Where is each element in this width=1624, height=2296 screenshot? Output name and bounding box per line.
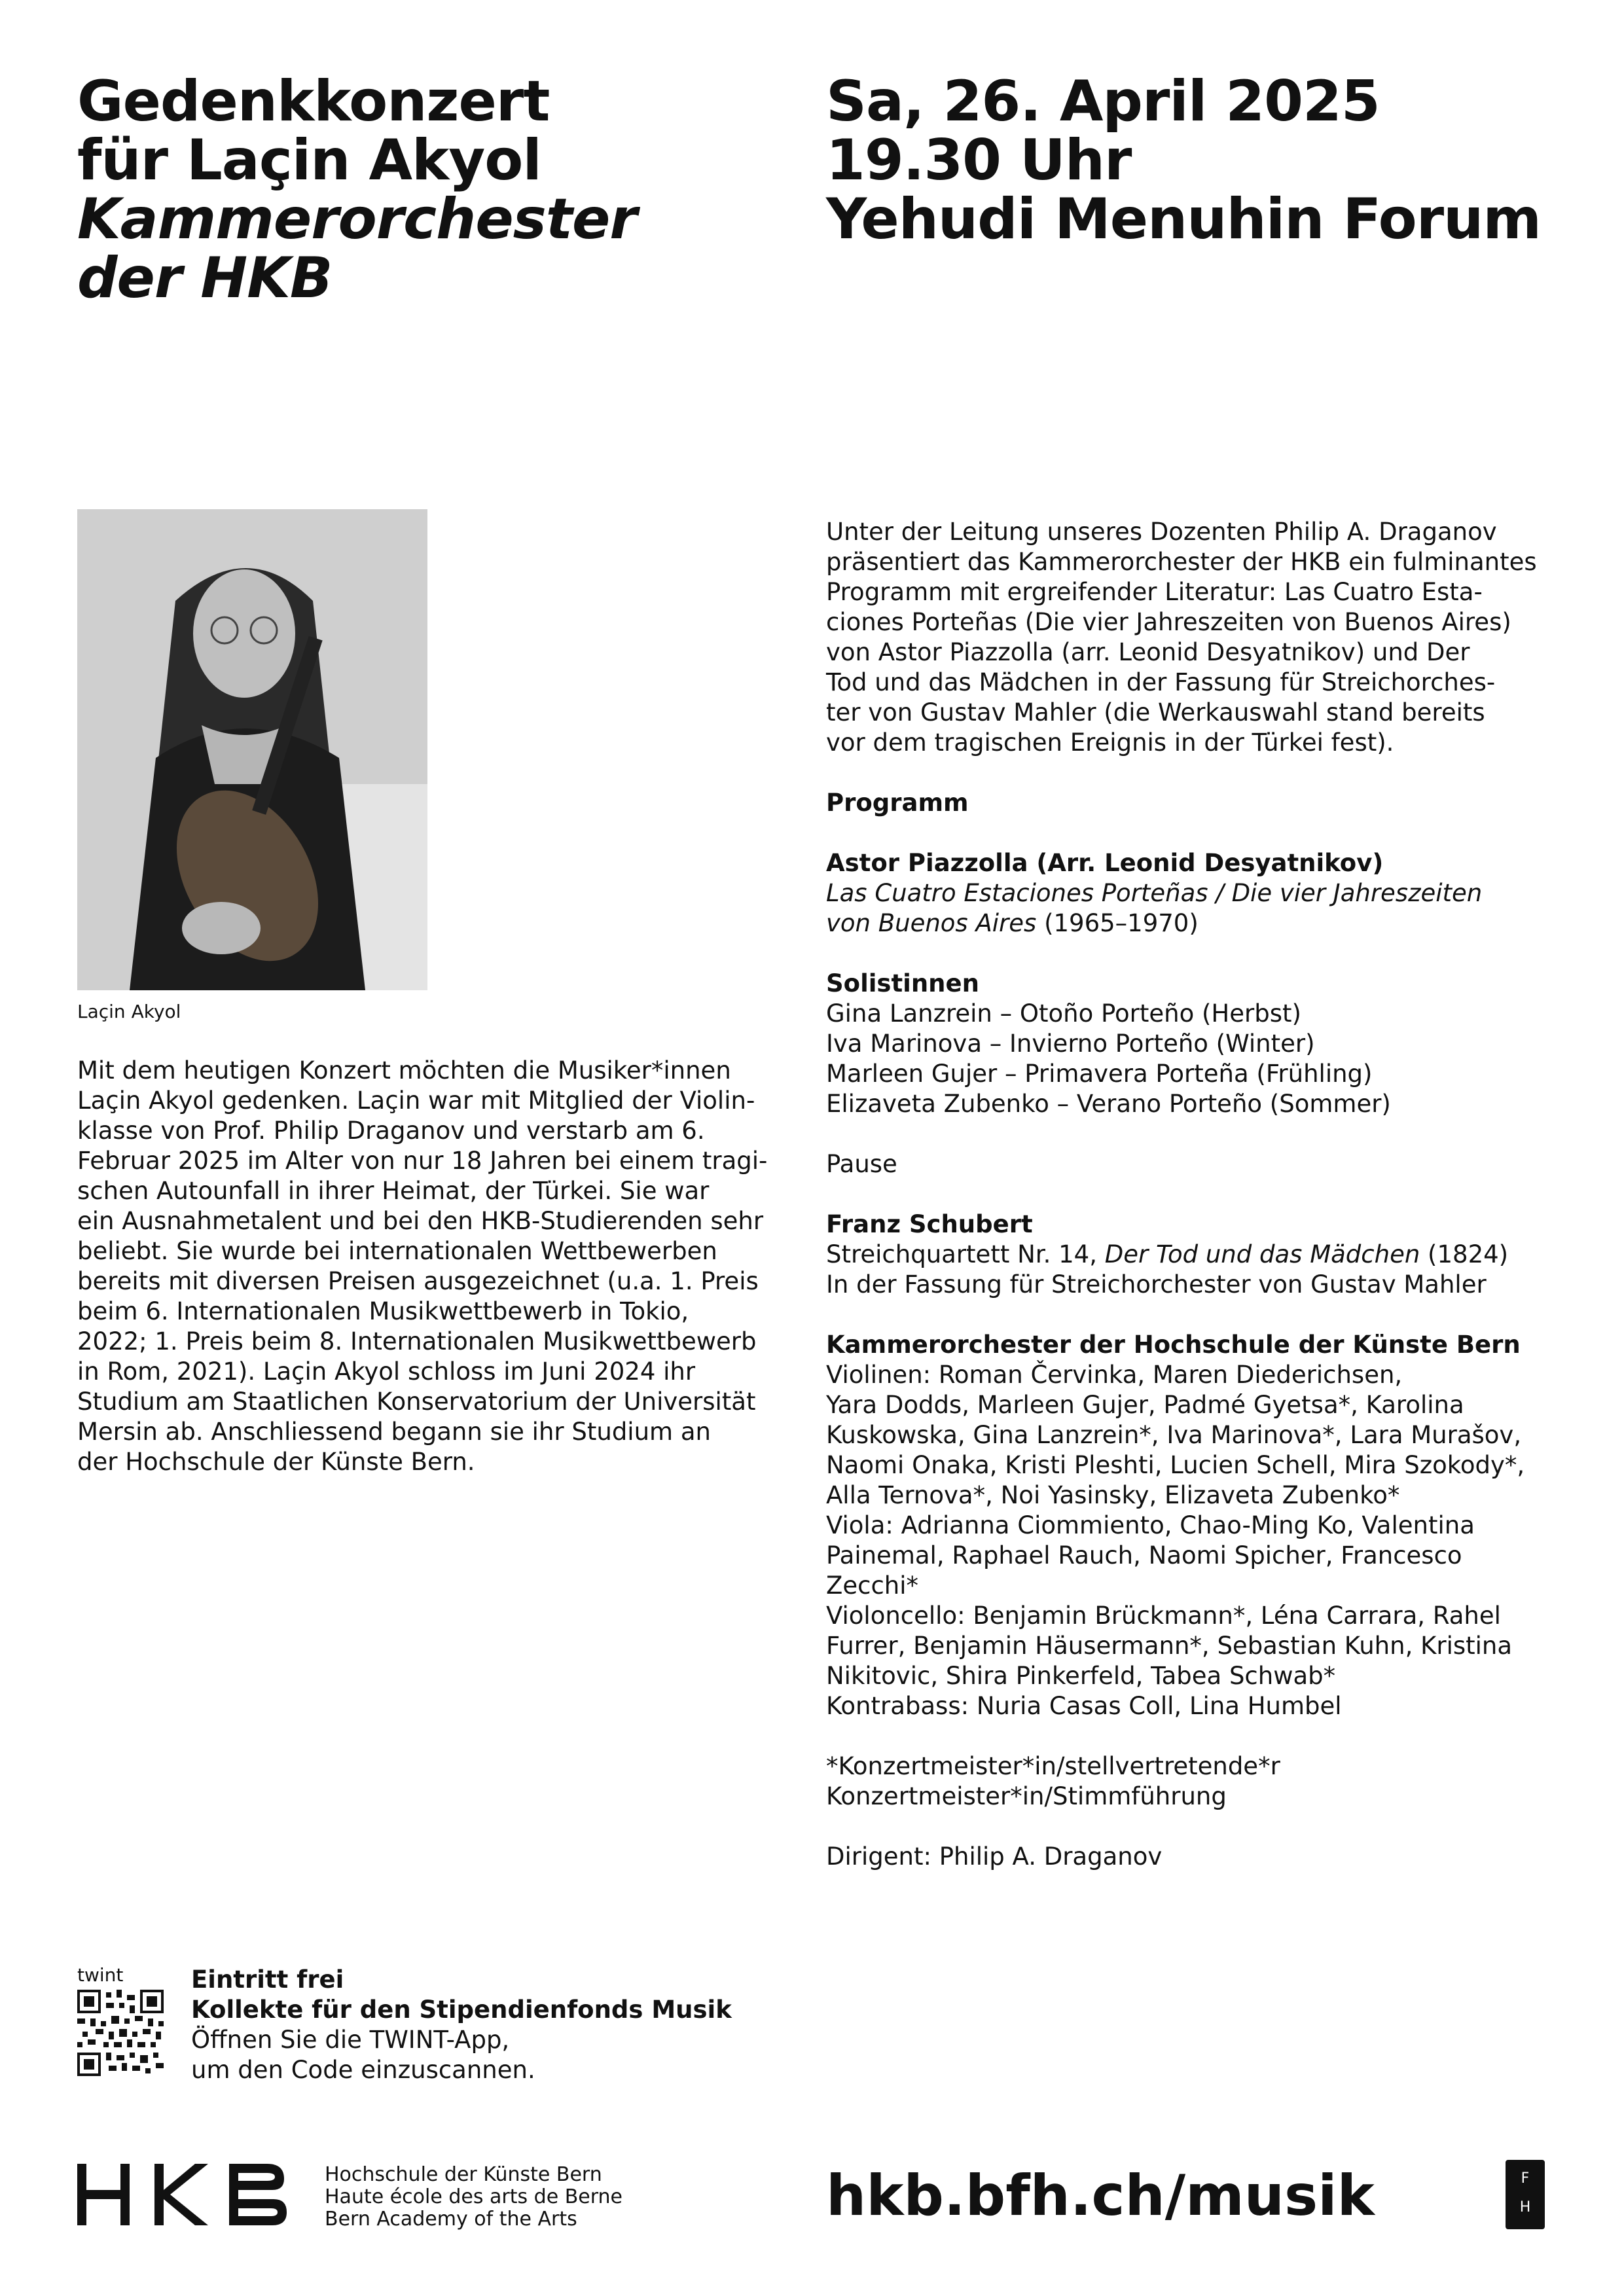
pause-label: Pause — [826, 1150, 897, 1178]
event-date-venue — [826, 69, 1541, 252]
bio-line: bereits mit diversen Preisen ausgezeichnet (u.a. 1. Preis — [77, 1267, 759, 1295]
soloist-line: Marleen Gujer – Primavera Porteña (Frühling) — [826, 1060, 1373, 1088]
collection-fund: Kollekte für den Stipendienfonds Musik — [191, 1996, 732, 2024]
bio-line: Februar 2025 im Alter von nur 18 Jahren bei einem tragi- — [77, 1147, 768, 1175]
photo-caption: Laçin Akyol — [77, 1001, 181, 1022]
twint-qr-code[interactable] — [77, 1990, 164, 2076]
footnote-line: Konzertmeister*in/Stimmführung — [826, 1782, 1227, 1810]
program-heading: Programm — [826, 789, 969, 817]
event-time: 19.30 Uhr — [826, 128, 1132, 193]
intro-line: Tod und das Mädchen in der Fassung für Streichorches- — [826, 668, 1496, 696]
school-name-fr: Haute école des arts de Berne — [325, 2185, 623, 2208]
school-name-en: Bern Academy of the Arts — [325, 2208, 577, 2231]
bio-line: klasse von Prof. Philip Draganov und verstarb am 6. — [77, 1117, 705, 1145]
soloist-line: Iva Marinova – Invierno Porteño (Winter) — [826, 1030, 1315, 1058]
bfh-logo[interactable] — [1506, 2160, 1545, 2229]
bio-line: Mersin ab. Anschliessend begann sie ihr Studium an — [77, 1418, 711, 1446]
bio-line: beim 6. Internationalen Musikwettbewerb in Tokio, — [77, 1297, 689, 1325]
intro-line: Programm mit ergreifender Literatur: Las Cuatro Esta- — [826, 578, 1483, 606]
portrait-photo — [77, 509, 427, 990]
program-column — [826, 517, 1579, 1872]
title-line: für Laçin Akyol — [77, 128, 541, 193]
intro-line: ter von Gustav Mahler (die Werkauswahl stand bereits — [826, 698, 1485, 726]
intro-line: von Astor Piazzolla (arr. Leonid Desyatnikov) und Der — [826, 638, 1470, 666]
title-line: der HKB — [77, 245, 333, 311]
bio-line: in Rom, 2021). Laçin Akyol schloss im Juni 2024 ihr — [77, 1357, 696, 1386]
orchestra-line: Yara Dodds, Marleen Gujer, Padmé Gyetsa*, Karolina — [826, 1391, 1464, 1419]
piece2-composer: Franz Schubert — [826, 1210, 1033, 1238]
soloist-line: Gina Lanzrein – Otoño Porteño (Herbst) — [826, 999, 1301, 1028]
piece1-years: (1965–1970) — [1036, 909, 1199, 937]
bio-line: der Hochschule der Künste Bern. — [77, 1448, 475, 1476]
orchestra-line: Kuskowska, Gina Lanzrein*, Iva Marinova*, Lara Murašov, — [826, 1421, 1522, 1449]
orchestra-line: Viola: Adrianna Ciommiento, Chao-Ming Ko, Valentina — [826, 1511, 1475, 1539]
qr-code-icon — [77, 1990, 164, 2076]
twint-instruction: um den Code einzuscannen. — [191, 2056, 535, 2084]
bio-line: Laçin Akyol gedenken. Laçin war mit Mitglied der Violin- — [77, 1086, 755, 1115]
soloists-heading: Solistinnen — [826, 969, 979, 997]
piece2-year: (1824) — [1420, 1240, 1509, 1268]
bfh-letter: H — [1519, 2199, 1531, 2215]
piece1-composer: Astor Piazzolla (Arr. Leonid Desyatnikov) — [826, 849, 1384, 877]
bfh-letter: F — [1521, 2170, 1530, 2187]
orchestra-line: Kontrabass: Nuria Casas Coll, Lina Humbel — [826, 1692, 1342, 1720]
title-line: Kammerorchester — [77, 187, 637, 252]
piece1-title-cont: von Buenos Aires — [826, 909, 1037, 937]
piece2-arrangement: In der Fassung für Streichorchester von Gustav Mahler — [826, 1270, 1487, 1299]
bio-line: ein Ausnahmetalent und bei den HKB-Studierenden sehr — [77, 1207, 764, 1235]
intro-line: Unter der Leitung unseres Dozenten Philip A. Draganov — [826, 518, 1497, 546]
intro-text — [826, 517, 1579, 758]
orchestra-line: Zecchi* — [826, 1571, 919, 1600]
orchestra-line: Painemal, Raphael Rauch, Naomi Spicher, Francesco — [826, 1541, 1462, 1570]
soloist-line: Elizaveta Zubenko – Verano Porteño (Sommer) — [826, 1090, 1391, 1118]
twint-label: twint — [77, 1964, 124, 1986]
admission-free: Eintritt frei — [191, 1965, 344, 1994]
hkb-logo[interactable] — [77, 2164, 287, 2225]
bio-line: 2022; 1. Preis beim 8. Internationalen Musikwettbewerb — [77, 1327, 757, 1355]
bio-line: schen Autounfall in ihrer Heimat, der Türkei. Sie war — [77, 1177, 710, 1205]
intro-line: präsentiert das Kammerorchester der HKB ein fulminantes — [826, 548, 1537, 576]
intro-line: vor dem tragischen Ereignis in der Türkei fest). — [826, 728, 1394, 757]
event-title — [77, 69, 637, 311]
footnote-line: *Konzertmeister*in/stellvertretende*r — [826, 1752, 1280, 1780]
bio-line: beliebt. Sie wurde bei internationalen Wettbewerben — [77, 1237, 717, 1265]
title-line: Gedenkkonzert — [77, 69, 550, 134]
admission-info — [191, 1965, 732, 2085]
piece2-title: Der Tod und das Mädchen — [1104, 1240, 1420, 1268]
bio-text — [77, 1056, 797, 1477]
website-url[interactable]: hkb.bfh.ch/musik — [826, 2163, 1375, 2229]
conductor: Dirigent: Philip A. Draganov — [826, 1842, 1163, 1871]
portrait-illustration — [77, 509, 427, 990]
piece1-title: Las Cuatro Estaciones Porteñas / Die vier Jahreszeiten — [826, 879, 1483, 907]
intro-line: ciones Porteñas (Die vier Jahreszeiten von Buenos Aires) — [826, 608, 1511, 636]
school-name-de: Hochschule der Künste Bern — [325, 2163, 602, 2186]
bio-line: Studium am Staatlichen Konservatorium der Universität — [77, 1388, 756, 1416]
hkb-logo-icon — [77, 2164, 287, 2225]
event-date: Sa, 26. April 2025 — [826, 69, 1380, 134]
orchestra-line: Furrer, Benjamin Häusermann*, Sebastian Kuhn, Kristina — [826, 1632, 1513, 1660]
orchestra-line: Naomi Onaka, Kristi Pleshti, Lucien Schell, Mira Szokody*, — [826, 1451, 1525, 1479]
event-venue: Yehudi Menuhin Forum — [826, 187, 1541, 252]
bio-line: Mit dem heutigen Konzert möchten die Musiker*innen — [77, 1056, 731, 1085]
twint-instruction: Öffnen Sie die TWINT-App, — [191, 2026, 510, 2054]
piece2-work: Streichquartett Nr. 14, — [826, 1240, 1105, 1268]
orchestra-line: Violinen: Roman Červinka, Maren Diederichsen, — [826, 1361, 1403, 1389]
orchestra-line: Violoncello: Benjamin Brückmann*, Léna Carrara, Rahel — [826, 1602, 1501, 1630]
school-name — [325, 2164, 623, 2231]
orchestra-heading: Kammerorchester der Hochschule der Künste Bern — [826, 1331, 1521, 1359]
orchestra-line: Alla Ternova*, Noi Yasinsky, Elizaveta Zubenko* — [826, 1481, 1400, 1509]
orchestra-line: Nikitovic, Shira Pinkerfeld, Tabea Schwab* — [826, 1662, 1336, 1690]
